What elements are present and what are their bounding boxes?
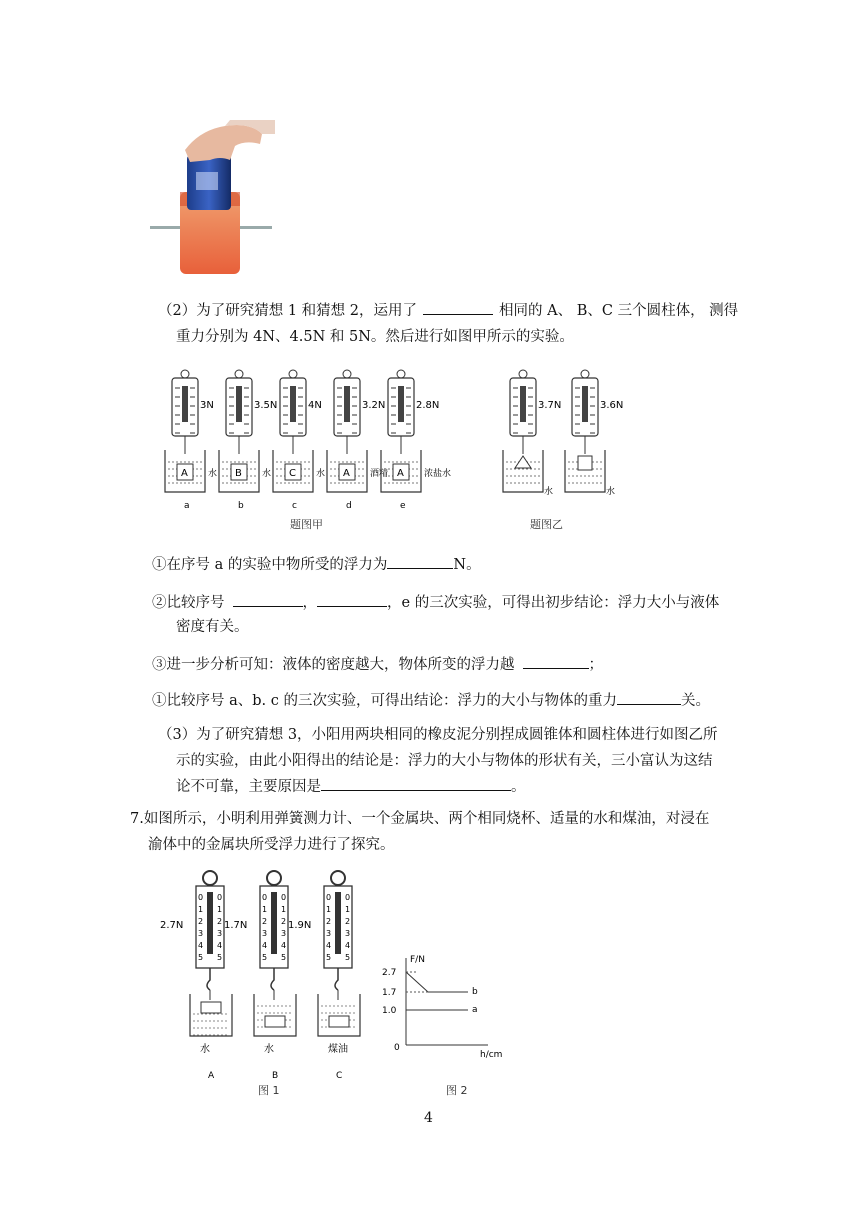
scale-ring	[235, 370, 243, 378]
q6-sub3	[152, 652, 603, 678]
scale-ring	[289, 370, 297, 378]
blank-reason[interactable]	[321, 776, 511, 791]
beaker-jia-c	[273, 450, 313, 492]
scale-number: 0	[262, 893, 268, 902]
liquid-label: 水	[208, 469, 218, 479]
sample-letter: C	[336, 1071, 343, 1081]
beaker-jia-d	[327, 450, 367, 492]
q6-sub3-text: ③进一步分析可知：液体的密度越大，物体所变的浮力越	[152, 657, 515, 673]
scale-reading: 3.6N	[600, 400, 624, 411]
scale-ring	[181, 370, 189, 378]
figure-1	[160, 866, 380, 1096]
q6-sub2-comma: ，	[302, 595, 317, 611]
block-label: A	[343, 468, 350, 479]
scale-number: 2	[262, 917, 268, 926]
q6-sub4	[152, 688, 710, 714]
beaker-jia-a	[165, 450, 205, 492]
scale-spring	[271, 892, 277, 954]
scale-hook	[207, 968, 210, 990]
blank-larger[interactable]	[523, 654, 589, 669]
y-tick: 2.7	[382, 968, 397, 978]
beaker-jia-b	[219, 450, 259, 492]
scale-number: 1	[281, 905, 287, 914]
metal-block	[201, 1002, 221, 1013]
x-axis-label: h/cm	[480, 1050, 503, 1060]
beaker-wall	[254, 994, 296, 1036]
scale-number: 1	[326, 905, 332, 914]
beaker-A	[190, 994, 232, 1036]
liquid-label: 水	[200, 1044, 210, 1055]
scale-ring	[397, 370, 405, 378]
sample-letter: a	[184, 501, 190, 511]
q6-part2-text-b: 相同的 A、 B、C 三个圆柱体， 测得	[499, 303, 739, 319]
scale-ring	[519, 370, 527, 378]
blank-same-property[interactable]	[423, 300, 493, 315]
blank-buoyancy-a[interactable]	[387, 554, 453, 569]
scale-reading: 3.5N	[254, 400, 278, 411]
scale-ring	[267, 871, 281, 885]
sample-letter: B	[272, 1071, 279, 1081]
block-label: C	[289, 468, 296, 479]
scale-spring	[582, 386, 588, 422]
scale-hook	[271, 968, 274, 990]
scale-number: 5	[217, 953, 223, 962]
scale-reading: 3.7N	[538, 400, 562, 411]
spring-scale-jia-a	[172, 370, 214, 454]
spring-scale-jia-e	[388, 370, 439, 454]
reading-B: 1.7N	[224, 920, 248, 931]
scale-number: 3	[217, 929, 223, 938]
scale-number: 3	[262, 929, 268, 938]
scale-ring	[331, 871, 345, 885]
scale-number: 5	[281, 953, 287, 962]
scale-number: 2	[326, 917, 332, 926]
reading-A: 2.7N	[160, 920, 184, 931]
reading-C: 1.9N	[288, 920, 312, 931]
scale-number: 4	[281, 941, 287, 950]
line-b-slope	[406, 972, 428, 992]
q6-part2-text-a: （2）为了研究猜想 1 和猜想 2，运用了	[158, 303, 418, 319]
block-label: A	[181, 468, 188, 479]
beaker-C	[318, 994, 360, 1036]
q6-part3-line3	[176, 774, 526, 800]
scale-number: 0	[198, 893, 204, 902]
liquid-label: 水	[316, 469, 326, 479]
figure-jia	[160, 368, 460, 538]
beaker-yi-1	[503, 450, 543, 492]
scale-number: 0	[281, 893, 287, 902]
scale-reading: 3.2N	[362, 400, 386, 411]
q7-line2: 渝体中的金属块所受浮力进行了探究。	[148, 837, 395, 853]
scale-number: 1	[217, 905, 223, 914]
sample-letter: d	[346, 501, 352, 511]
scale-reading: 4N	[308, 400, 322, 411]
q7-line1: 7.如图所示，小明利用弹簧测力计、一个金属块、两个相同烧杯、适量的水和煤油，对浸在	[130, 811, 710, 827]
beaker-wall	[190, 994, 232, 1036]
scale-spring	[207, 892, 213, 954]
metal-block	[329, 1016, 349, 1027]
line-label-b: b	[472, 987, 478, 997]
y-tick: 1.0	[382, 1006, 397, 1016]
scale-spring	[335, 892, 341, 954]
liquid-label: 浓盐水	[424, 469, 452, 479]
cone-block	[515, 456, 531, 468]
cylinder-block	[578, 456, 592, 470]
liquid-label: 煤油	[328, 1044, 348, 1055]
scale-number: 4	[217, 941, 223, 950]
q6-sub2-line2: 密度有关。	[176, 619, 249, 635]
scale-number: 5	[326, 953, 332, 962]
caption-jia: 题图甲	[290, 518, 323, 531]
origin-label: 0	[394, 1043, 400, 1053]
scale-spring	[290, 386, 296, 422]
q6-sub1	[152, 552, 481, 578]
scale-number: 2	[198, 917, 204, 926]
scale-reading: 3N	[200, 400, 214, 411]
scale-number: 1	[262, 905, 268, 914]
scale-number: 3	[198, 929, 204, 938]
liquid-label: 酒精	[370, 469, 389, 479]
caption-fig1: 图 1	[258, 1084, 280, 1096]
spring-scale-jia-c	[280, 370, 322, 454]
scale-number: 0	[217, 893, 223, 902]
block-label: B	[235, 468, 242, 479]
caption-fig2: 图 2	[446, 1084, 468, 1097]
scale-ring	[343, 370, 351, 378]
q6-sub2	[152, 590, 719, 616]
q6-sub1-unit: N。	[453, 557, 481, 573]
beaker-wall	[318, 994, 360, 1036]
scale-number: 3	[281, 929, 287, 938]
spring-scale-C	[324, 871, 352, 1000]
scale-spring	[344, 386, 350, 422]
sample-letter: A	[208, 1071, 215, 1081]
scale-number: 0	[345, 893, 351, 902]
scale-number: 4	[345, 941, 351, 950]
scale-number: 4	[262, 941, 268, 950]
scale-spring	[182, 386, 188, 422]
scale-number: 3	[326, 929, 332, 938]
spring-scale-yi-1	[510, 370, 561, 454]
q6-sub3-end: ；	[588, 657, 603, 673]
sample-letter: b	[238, 501, 244, 511]
experiment-photo	[150, 120, 275, 280]
scale-number: 0	[326, 893, 332, 902]
q6-sub1-text: ①在序号 a 的实验中物所受的浮力为	[152, 557, 388, 573]
scale-number: 2	[281, 917, 287, 926]
beaker-B	[254, 994, 296, 1036]
scale-hook	[335, 968, 338, 990]
liquid-label: 水	[262, 469, 272, 479]
page-number: 4	[424, 1110, 433, 1126]
spring-scale-A	[196, 871, 224, 1000]
scale-number: 2	[345, 917, 351, 926]
q6-part2-line1	[158, 298, 738, 324]
scale-spring	[520, 386, 526, 422]
liquid-label: 水	[606, 487, 616, 497]
scale-reading: 2.8N	[416, 400, 440, 411]
sample-letter: c	[292, 501, 297, 511]
liquid-label: 水	[544, 487, 554, 497]
scale-number: 3	[345, 929, 351, 938]
spring-scale-yi-2	[572, 370, 623, 454]
q6-part3-line1: （3）为了研究猜想 3，小阳用两块相同的橡皮泥分别捏成圆锥体和圆柱体进行如图乙所	[158, 727, 718, 743]
q6-sub4-text: ①比较序号 a、b. c 的三次实验，可得出结论：浮力的大小与物体的重力	[152, 693, 617, 709]
q6-part2-line2: 重力分别为 4N、4.5N 和 5N。然后进行如图甲所示的实验。	[176, 329, 574, 345]
beaker-yi-2	[565, 450, 605, 492]
scale-number: 4	[326, 941, 332, 950]
scale-ring	[581, 370, 589, 378]
caption-yi: 题图乙	[530, 518, 563, 531]
scale-number: 1	[345, 905, 351, 914]
spring-scale-jia-b	[226, 370, 277, 454]
spring-scale-B	[260, 871, 288, 1000]
q6-sub2-text-c: ，e 的三次实验，可得出初步结论：浮力大小与液体	[387, 595, 720, 611]
y-axis-label: F/N	[410, 955, 425, 965]
metal-block	[265, 1016, 285, 1027]
blank-relation[interactable]	[617, 690, 681, 705]
y-tick: 1.7	[382, 988, 397, 998]
spring-scale-jia-d	[334, 370, 385, 454]
sample-letter: e	[400, 501, 406, 511]
q6-sub4-end: 关。	[680, 693, 710, 709]
scale-spring	[236, 386, 242, 422]
scale-number: 2	[217, 917, 223, 926]
scale-number: 1	[198, 905, 204, 914]
figure-yi	[498, 368, 638, 538]
scale-number: 4	[198, 941, 204, 950]
liquid-label: 水	[264, 1044, 274, 1055]
q6-sub2-text-a: ②比较序号	[152, 595, 225, 611]
scale-ring	[203, 871, 217, 885]
line-label-a: a	[472, 1005, 478, 1015]
block-label: A	[397, 468, 404, 479]
blank-seq-1[interactable]	[233, 592, 303, 607]
scale-spring	[398, 386, 404, 422]
q6-part3-text: 论不可靠，主要原因是	[176, 779, 321, 795]
scale-number: 5	[345, 953, 351, 962]
scale-number: 5	[198, 953, 204, 962]
q6-part3-line2: 示的实验，由此小阳得出的结论是：浮力的大小与物体的形状有关，三小富认为这结	[176, 753, 713, 769]
figure-2	[378, 950, 508, 1100]
q6-part3-end: 。	[511, 779, 526, 795]
scale-number: 5	[262, 953, 268, 962]
blank-seq-2[interactable]	[317, 592, 387, 607]
